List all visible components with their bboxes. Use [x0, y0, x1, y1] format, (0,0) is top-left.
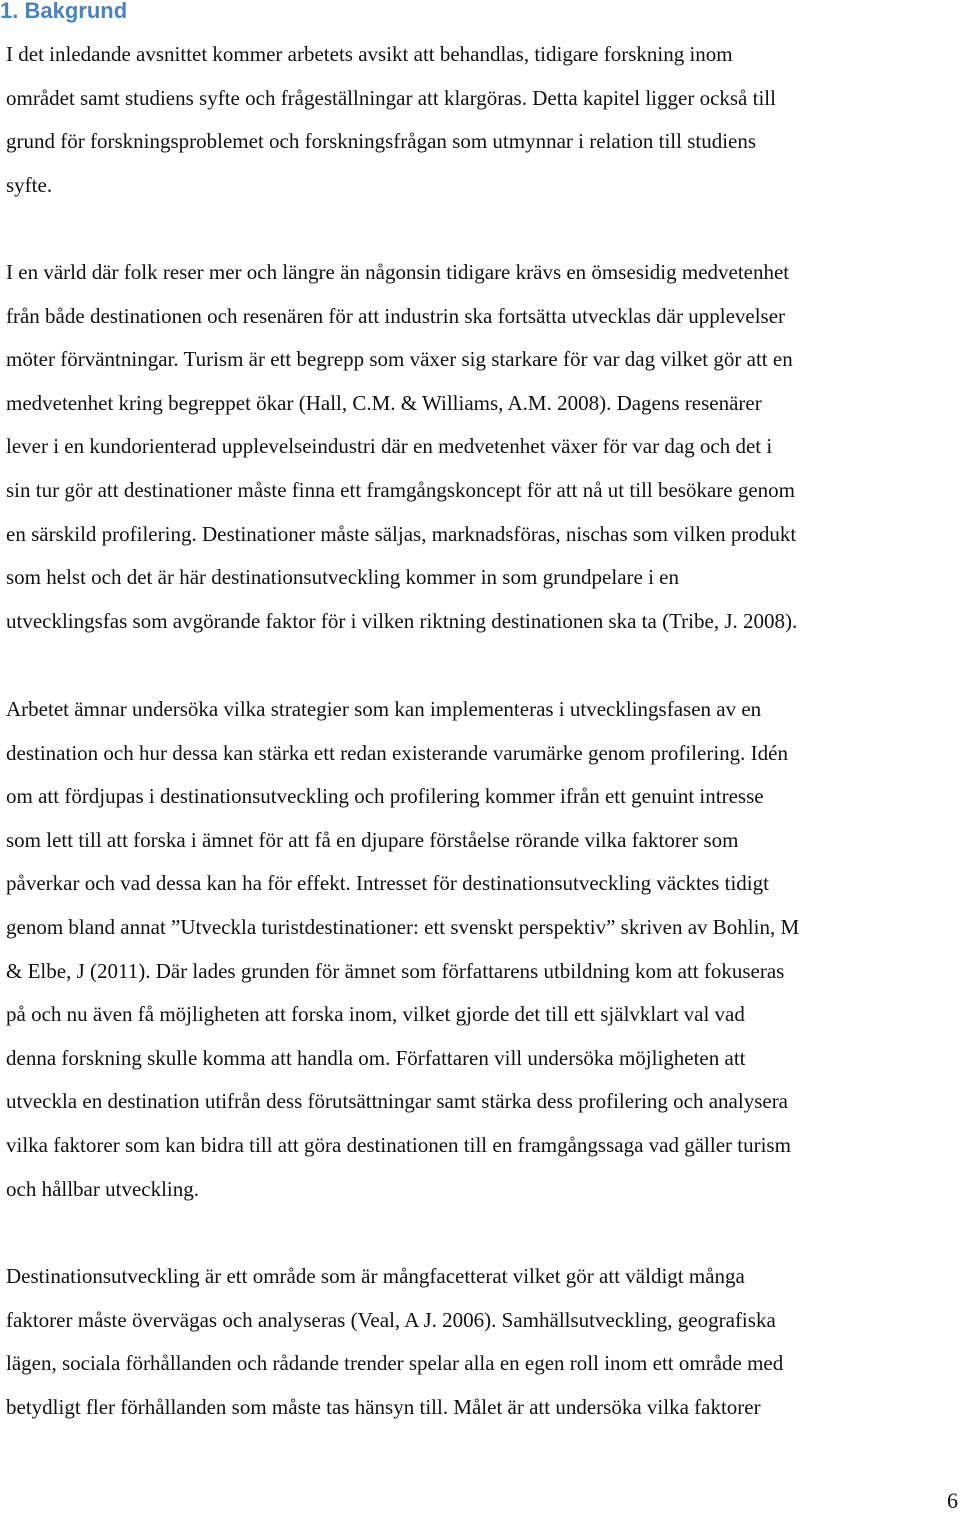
text-line: & Elbe, J (2011). Där lades grunden för ämnet som författarens utbildning kom att fokuseras	[6, 958, 785, 983]
text-line: I det inledande avsnittet kommer arbetets avsikt att behandlas, tidigare forskning inom	[6, 42, 733, 66]
text-line: Destinationsutveckling är ett område som är mångfacetterat vilket gör att väldigt många	[6, 1264, 745, 1288]
section-heading: 1. Bakgrund	[0, 0, 128, 23]
text-line: genom bland annat ”Utveckla turistdestinationer: ett svenskt perspektiv” skriven av Bohlin, M	[6, 914, 800, 939]
text-line: området samt studiens syfte och frågeställningar att klargöras. Detta kapitel ligger också till	[6, 85, 776, 110]
text-line: och hållbar utveckling.	[6, 1176, 200, 1201]
text-line: destination och hur dessa kan stärka ett redan existerande varumärke genom profilering. Idén	[6, 740, 788, 765]
text-line: I en värld där folk reser mer och längre än någonsin tidigare krävs en ömsesidig medvetenhet	[6, 260, 790, 284]
text-line: som helst och det är här destinationsutveckling kommer in som grundpelare i en	[6, 565, 680, 590]
text-line: faktorer måste övervägas och analyseras (Veal, A J. 2006). Samhällsutveckling, geografiska	[6, 1307, 776, 1332]
paragraph-aim	[6, 688, 958, 1211]
text-line: grund för forskningsproblemet och forskningsfrågan som utmynnar i relation till studiens	[6, 129, 757, 153]
text-line: lever i en kundorienterad upplevelseindustri där en medvetenhet växer för var dag och det i	[6, 434, 773, 459]
text-line: som lett till att forska i ämnet för att få en djupare förståelse rörande vilka faktorer som	[6, 827, 739, 852]
text-line: betydligt fler förhållanden som måste tas hänsyn till. Målet är att undersöka vilka faktorer	[6, 1394, 761, 1419]
text-line: från både destinationen och resenären för att industrin ska fortsätta utvecklas där upplevelser	[6, 303, 786, 328]
text-line: om att fördjupas i destinationsutveckling och profilering kommer ifrån ett genuint intresse	[6, 784, 764, 809]
paragraph-intro	[6, 33, 958, 207]
text-line: lägen, sociala förhållanden och rådande trender spelar alla en egen roll inom ett område med	[6, 1351, 784, 1376]
text-line: vilka faktorer som kan bidra till att göra destinationen till en framgångssaga vad gäller turism	[6, 1132, 791, 1157]
paragraph-destination-development	[6, 1255, 958, 1429]
page-number: 6	[947, 1488, 958, 1513]
text-line: sin tur gör att destinationer måste finna ett framgångskoncept för att nå ut till besökare genom	[6, 477, 796, 502]
paragraph-tourism	[6, 251, 958, 643]
text-line: denna forskning skulle komma att handla om. Författaren vill undersöka möjligheten att	[6, 1045, 746, 1070]
text-line: påverkar och vad dessa kan ha för effekt. Intresset för destinationsutveckling väcktes tidigt	[6, 871, 769, 896]
text-line: utvecklingsfas som avgörande faktor för i vilken riktning destinationen ska ta (Tribe, J. 2008).	[6, 608, 798, 633]
text-line: medvetenhet kring begreppet ökar (Hall, C.M. & Williams, A.M. 2008). Dagens resenärer	[6, 390, 762, 415]
text-line: utveckla en destination utifrån dess förutsättningar samt stärka dess profilering och analysera	[6, 1089, 789, 1114]
text-line: möter förväntningar. Turism är ett begrepp som växer sig starkare för var dag vilket gör att en	[6, 347, 793, 372]
text-line: en särskild profilering. Destinationer måste säljas, marknadsföras, nischas som vilken produkt	[6, 521, 797, 546]
text-line: Arbetet ämnar undersöka vilka strategier som kan implementeras i utvecklingsfasen av en	[6, 697, 762, 721]
text-line: syfte.	[6, 172, 53, 197]
text-line: på och nu även få möjligheten att forska inom, vilket gjorde det till ett självklart val vad	[6, 1002, 745, 1027]
